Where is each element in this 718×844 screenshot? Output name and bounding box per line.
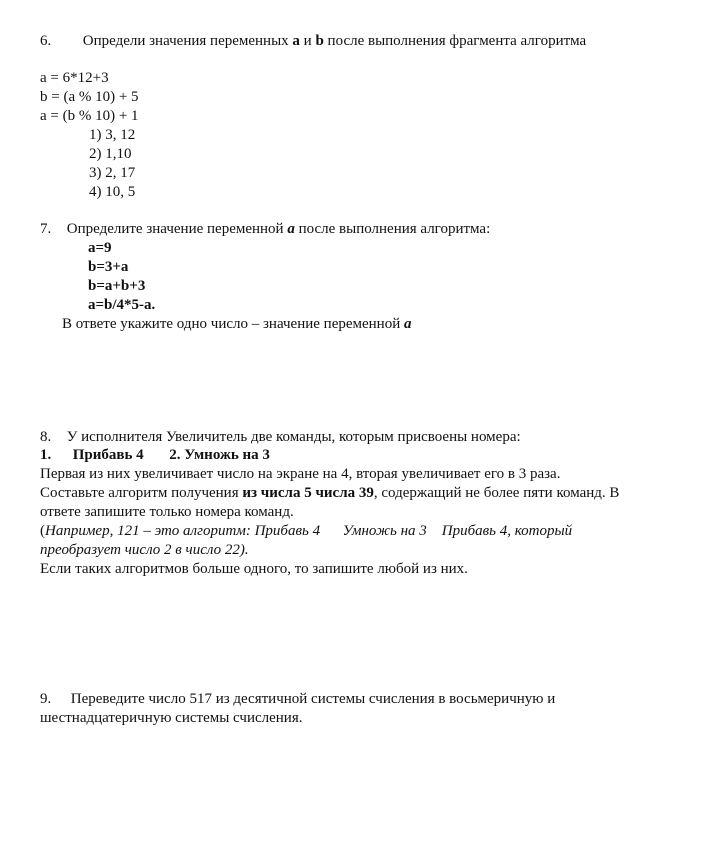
q6-code-line-2: b = (a % 10) + 5 — [40, 89, 139, 105]
q6-option-2: 2) 1,10 — [89, 146, 132, 162]
q8-cmd1-number: 1. — [40, 447, 52, 463]
q7-code-line-2: b=3+a — [88, 259, 129, 275]
q8-line-3: ответе запишите только номера команд. — [40, 504, 294, 520]
q6-code-line-3: a = (b % 10) + 1 — [40, 108, 139, 124]
q6-code-line-1: a = 6*12+3 — [40, 70, 109, 86]
q7-prompt: Определите значение переменной — [66, 221, 284, 237]
q9-line-2: шестнадцатеричную системы счисления. — [40, 710, 303, 726]
question-8-header — [40, 428, 521, 447]
q6-prompt-start: Определи значения переменных — [82, 33, 289, 49]
q7-number: 7. — [40, 221, 52, 237]
q7-prompt-end: после выполнения алгоритма: — [298, 221, 491, 237]
q7-answer-note — [62, 315, 412, 334]
question-7-header — [40, 220, 490, 239]
q8-example-text-1: Например, 121 – это алгоритм: Прибавь 4 Умножь на 3 Прибавь 4, который — [45, 523, 573, 539]
q7-code-line-3: b=a+b+3 — [88, 278, 146, 294]
q8-line-2-end: , содержащий не более пяти команд. В — [373, 485, 620, 501]
q8-line-2-start: Составьте алгоритм получения — [40, 485, 239, 501]
q7-var: a — [287, 221, 295, 237]
q6-option-4: 4) 10, 5 — [89, 184, 136, 200]
question-6-header — [40, 32, 586, 51]
q9-line-1: Переведите число 517 из десятичной системы счисления в восьмеричную и — [70, 691, 556, 707]
q6-option-1: 1) 3, 12 — [89, 127, 136, 143]
q8-cmd2: 2. Умножь на 3 — [169, 447, 270, 463]
q9-number: 9. — [40, 691, 52, 707]
question-9-header — [40, 690, 555, 709]
q7-answer-text: В ответе укажите одно число – значение переменной — [62, 316, 401, 332]
q6-var-b: b — [315, 33, 324, 49]
q8-example-1 — [40, 522, 572, 541]
q8-number: 8. — [40, 429, 52, 445]
q8-intro: У исполнителя Увеличитель две команды, которым присвоены номера: — [66, 429, 521, 445]
q8-cmd1: Прибавь 4 — [72, 447, 144, 463]
q8-example-open: ( — [40, 523, 45, 539]
q6-number: 6. — [40, 33, 52, 49]
q7-code-line-1: a=9 — [88, 240, 112, 256]
q8-line-1: Первая из них увеличивает число на экране на 4, вторая увеличивает его в 3 раза. — [40, 466, 561, 482]
q8-line-2 — [40, 484, 619, 503]
q6-var-a: a — [292, 33, 300, 49]
q8-line-2-bold: из числа 5 числа 39 — [242, 485, 374, 501]
q8-line-last: Если таких алгоритмов больше одного, то запишите любой из них. — [40, 561, 468, 577]
q6-option-3: 3) 2, 17 — [89, 165, 136, 181]
q8-commands — [40, 446, 270, 465]
q7-code-line-4: a=b/4*5-a. — [88, 297, 156, 313]
q6-prompt-end: после выполнения фрагмента алгоритма — [327, 33, 587, 49]
q8-example-2: преобразует число 2 в число 22). — [40, 542, 249, 558]
q7-answer-var: a — [404, 316, 412, 332]
q6-and: и — [303, 33, 312, 49]
